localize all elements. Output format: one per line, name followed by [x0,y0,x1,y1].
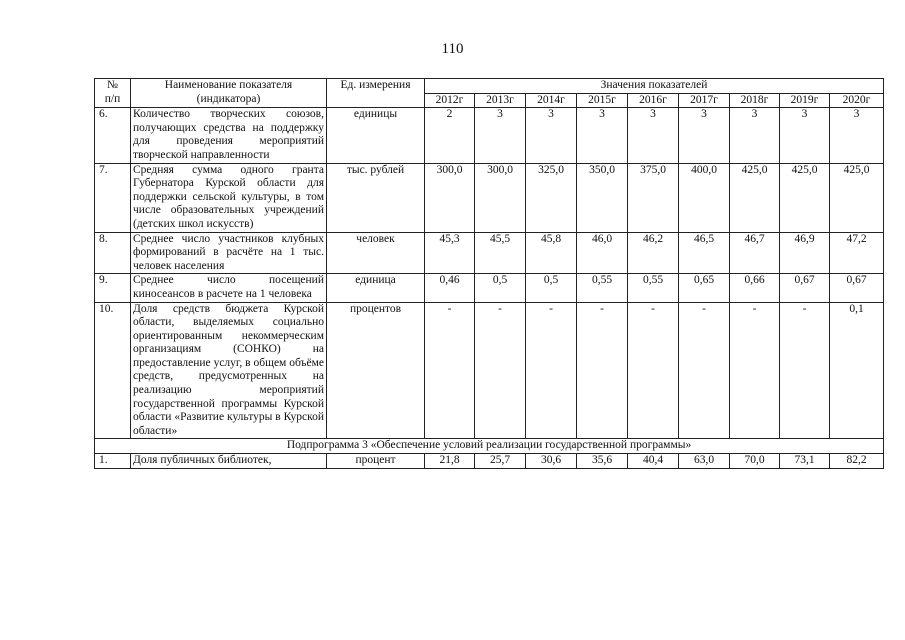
header-year: 2020г [830,93,884,108]
header-name-line1: Наименование показателя [164,79,293,91]
row-number: 9. [95,274,131,302]
header-year: 2019г [780,93,830,108]
value-cell: 425,0 [830,163,884,232]
unit-cell: единица [327,274,425,302]
header-year: 2016г [628,93,679,108]
value-cell: 82,2 [830,454,884,469]
row-number: 10. [95,302,131,439]
value-cell: 46,9 [780,232,830,274]
value-cell: 300,0 [425,163,475,232]
value-cell: 46,7 [730,232,780,274]
unit-cell: процент [327,454,425,469]
value-cell: 3 [730,108,780,163]
value-cell: 0,5 [526,274,577,302]
value-cell: 3 [628,108,679,163]
value-cell: 46,2 [628,232,679,274]
header-year: 2017г [679,93,730,108]
value-cell: 425,0 [780,163,830,232]
value-cell: 0,67 [830,274,884,302]
row-number: 8. [95,232,131,274]
value-cell: 3 [475,108,526,163]
value-cell: 0,66 [730,274,780,302]
table-row [95,163,884,232]
value-cell: - [730,302,780,439]
table-row [95,454,884,469]
header-num [95,79,131,108]
header-year: 2012г [425,93,475,108]
value-cell: 0,46 [425,274,475,302]
table-row [95,108,884,163]
value-cell: - [475,302,526,439]
value-cell: 45,3 [425,232,475,274]
value-cell: 46,5 [679,232,730,274]
value-cell: 3 [577,108,628,163]
value-cell: 425,0 [730,163,780,232]
value-cell: 0,55 [628,274,679,302]
header-num-line2: п/п [104,92,121,105]
value-cell: - [628,302,679,439]
table-row [95,274,884,302]
value-cell: 3 [526,108,577,163]
header-year: 2014г [526,93,577,108]
header-year: 2013г [475,93,526,108]
value-cell: 73,1 [780,454,830,469]
page-number: 110 [441,41,464,57]
value-cell: 25,7 [475,454,526,469]
value-cell: 40,4 [628,454,679,469]
unit-cell: процентов [327,302,425,439]
header-year: 2015г [577,93,628,108]
value-cell: 2 [425,108,475,163]
indicator-name: Среднее число участников клубных формирований в расчёте на 1 тыс. человек населения [131,232,327,274]
table-row [95,232,884,274]
value-cell: 3 [679,108,730,163]
unit-cell: человек [327,232,425,274]
value-cell: - [577,302,628,439]
value-cell: 400,0 [679,163,730,232]
value-cell: 21,8 [425,454,475,469]
subprogram-row [95,439,884,454]
row-number: 6. [95,108,131,163]
row-number: 7. [95,163,131,232]
header-num-line1: № [107,79,118,91]
unit-cell: единицы [327,108,425,163]
value-cell: 375,0 [628,163,679,232]
value-cell: 325,0 [526,163,577,232]
header-unit: Ед. измерения [327,79,425,108]
value-cell: 350,0 [577,163,628,232]
value-cell: 0,55 [577,274,628,302]
indicators-table [94,78,884,469]
value-cell: - [780,302,830,439]
indicator-name: Средняя сумма одного гранта Губернатора Курской области для поддержки сельской культуры, в том числе образовательных учреждений (детских школ искусств) [131,163,327,232]
value-cell: 0,65 [679,274,730,302]
value-cell: - [679,302,730,439]
unit-cell: тыс. рублей [327,163,425,232]
value-cell: 45,8 [526,232,577,274]
value-cell: 63,0 [679,454,730,469]
table-header [95,79,884,108]
row-number: 1. [95,454,131,469]
indicator-name: Количество творческих союзов, получающих средства на поддержку для проведения мероприятий творческой направленности [131,108,327,163]
value-cell: 3 [780,108,830,163]
header-name-line2: (индикатора) [196,92,261,105]
indicator-name: Доля средств бюджета Курской области, выделяемых социально ориентированным некоммерческим организациям (СОНКО) на предоставление услуг, в общем объёме средств, предусмотренных на реализацию мероприятий государственной программы Курской области «Развитие культуры в Курской области» [131,302,327,439]
value-cell: 0,67 [780,274,830,302]
value-cell: 47,2 [830,232,884,274]
value-cell: 30,6 [526,454,577,469]
subprogram-title: Подпрограмма 3 «Обеспечение условий реализации государственной программы» [95,439,884,454]
header-values-title: Значения показателей [425,79,884,94]
value-cell: 45,5 [475,232,526,274]
value-cell: 300,0 [475,163,526,232]
indicator-name: Среднее число посещений киносеансов в расчете на 1 человека [131,274,327,302]
header-name [131,79,327,108]
value-cell: 0,5 [475,274,526,302]
value-cell: - [425,302,475,439]
table-row [95,302,884,439]
value-cell: 35,6 [577,454,628,469]
indicator-name: Доля публичных библиотек, [131,454,327,469]
value-cell: 46,0 [577,232,628,274]
header-year: 2018г [730,93,780,108]
value-cell: 70,0 [730,454,780,469]
value-cell: - [526,302,577,439]
value-cell: 3 [830,108,884,163]
value-cell: 0,1 [830,302,884,439]
